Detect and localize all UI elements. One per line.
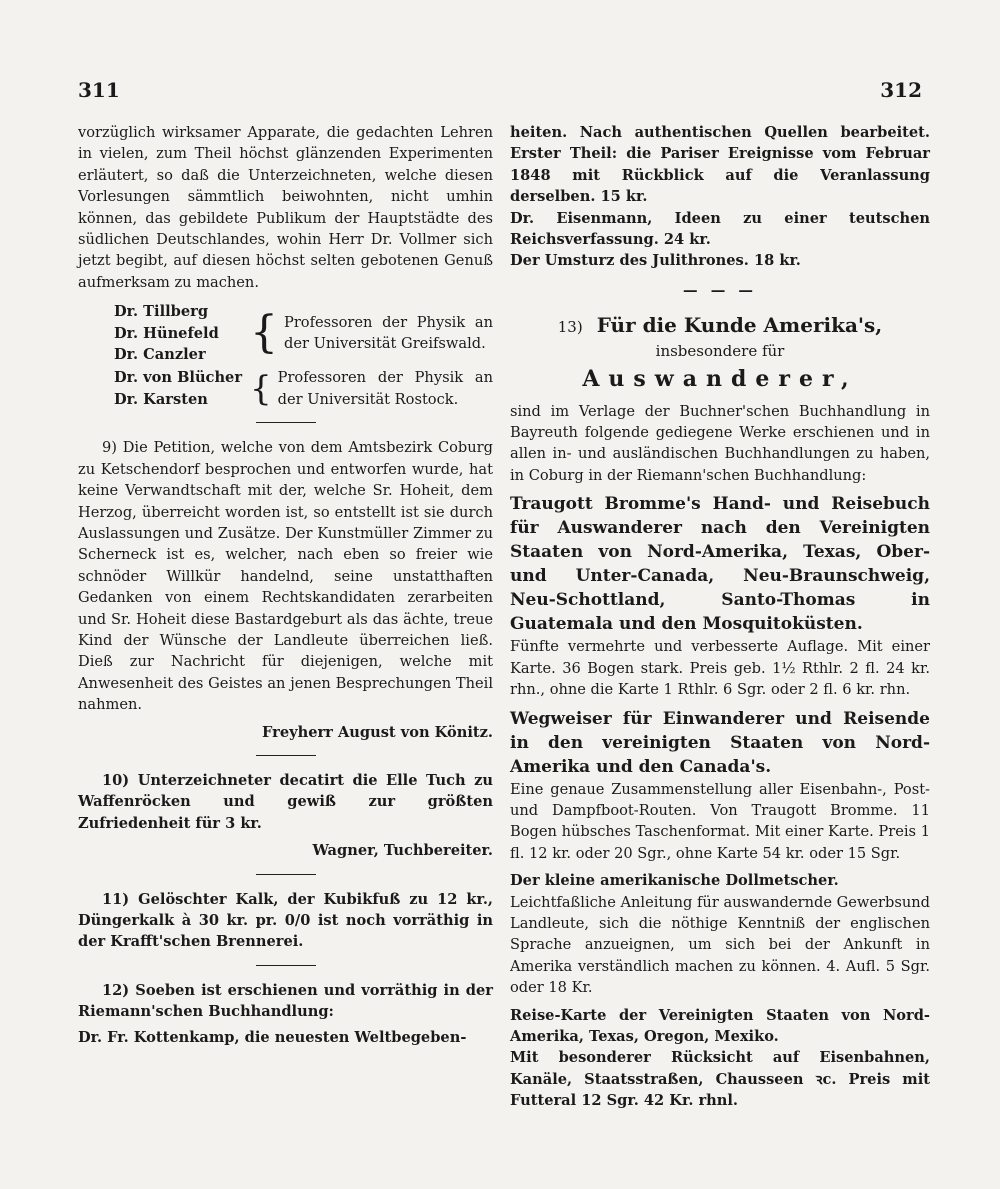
notice-12-book: Dr. Fr. Kottenkamp, die neuesten Weltbegeben- <box>78 1028 467 1046</box>
page-number-right: 312 <box>880 78 922 102</box>
signatory-affiliation: Professoren der Physik an der Universität Greifswald. <box>284 313 493 353</box>
ad-title: Der kleine amerikanische Dollmetscher. <box>510 872 839 890</box>
notice-10-signature: Wagner, Tuchbereiter. <box>312 842 493 860</box>
book-eisenmann: Dr. Eisenmann, Ideen zu einer teutschen Reichsverfassung. 24 kr. <box>510 209 930 249</box>
ad-text: Leichtfaßliche Anleitung für auswandernde Gewerbsund Landleute, sich die nöthige Kenntniß der englischen Sprache anzueignen, um sich bei der Ankunft in Amerika verständlich machen zu können. 4. Aufl. 5 Sgr. oder 18 Kr. <box>510 893 930 997</box>
heading-13-title <box>510 311 930 341</box>
intro-paragraph: vorzüglich wirksamer Apparate, die gedachten Lehren in vielen, zum Theil höchst glänzenden Experimenten erläutert, so daß die Unterzeichneten, welche diesen Vorlesungen sämmtlich beiwohnten, nicht umhin können, das gebildete Publikum der Hauptstädte des südlichen Deutschlandes, wohin Herr Dr. Vollmer sich jetzt begibt, auf diesen höchst selten gebotenen Genuß aufmerksam zu machen. <box>78 124 493 291</box>
ad-text: Mit besonderer Rücksicht auf Eisenbahnen, Kanäle, Staatsstraßen, Chausseen ꝛc. Preis mit Futteral 12 Sgr. 42 Kr. rhnl. <box>510 1049 930 1110</box>
ad-title: Wegweiser für Einwanderer und Reisende in den vereinigten Staaten von Nord-Amerika und den Canada's. <box>510 708 930 777</box>
section-divider: — — — <box>683 281 757 299</box>
page-number-left: 311 <box>78 78 120 102</box>
signatory-name: Dr. Hünefeld <box>114 324 219 342</box>
ad-reisekarte <box>510 1005 930 1112</box>
signatories-rostock <box>78 367 493 410</box>
heading-13-auswanderer: Auswanderer, <box>582 365 858 392</box>
signatory-name: Dr. Canzler <box>114 346 206 364</box>
brace-glyph: { <box>250 307 278 359</box>
signatory-name: Dr. von Blücher <box>114 369 243 387</box>
section-divider <box>256 755 316 756</box>
signatories-greifswald <box>78 301 493 365</box>
left-column <box>78 122 493 1048</box>
section-divider <box>256 422 316 423</box>
notice-9: 9) Die Petition, welche von dem Amtsbezirk Coburg zu Ketschendorf besprochen und entworfen wurde, hat keine Verwandtschaft mit der, welche Sr. Hoheit, dem Herzog, überreicht worden ist, so entstellt ist sie durch Auslassungen und Zusätze. Der Kunstmüller Zimmer zu Scherneck ist es, welcher, nach eben so freier wie schnöder Willkür handelnd, seine unstatthaften Gedanken von einem Rechtskandidaten zerarbeiten und Sr. Hoheit diese Bastardgeburt als das ächte, treue Kind der Wünsche der Landleute überreichen ließ. Dieß zur Nachricht für diejenigen, welche mit Anwesenheit des Geistes an jenen Besprechungen Theil nahmen. <box>78 439 493 714</box>
heading-13-text: Für die Kunde Amerika's, <box>596 313 883 338</box>
ad-wegweiser <box>510 707 930 865</box>
right-column <box>510 122 930 1112</box>
ad-title: Traugott Bromme's Hand- und Reisebuch für Auswanderer nach den Vereinigten Staaten von Nord-Amerika, Texas, Ober- und Unter-Canada, Neu-Braunschweig, Neu-Schottland, Santo-Thomas in Guatemala und den Mosquitoküsten. <box>510 494 930 635</box>
heading-13-subtitle: insbesondere für <box>655 342 785 361</box>
section-divider <box>256 874 316 875</box>
notice-9-signature: Freyherr August von Könitz. <box>262 723 493 741</box>
notice-13-intro: sind im Verlage der Buchner'schen Buchhandlung in Bayreuth folgende gediegene Werke erschienen und in allen in- und ausländischen Buchhandlungen zu haben, in Coburg in der Riemann'schen Buchhandlung: <box>510 402 930 484</box>
notice-10: 10) Unterzeichneter decatirt die Elle Tuch zu Waffenröcken und gewiß zur größten Zufriedenheit für 3 kr. <box>78 771 493 832</box>
ad-bromme-handbook <box>510 492 930 700</box>
ad-title: Reise-Karte der Vereinigten Staaten von Nord-Amerika, Texas, Oregon, Mexiko. <box>510 1006 930 1045</box>
signatory-affiliation: Professoren der Physik an der Universität Rostock. <box>277 369 493 408</box>
heading-13 <box>510 311 930 394</box>
ad-text: Eine genaue Zusammenstellung aller Eisenbahn-, Post- und Dampfboot-Routen. Von Traugott Bromme. 11 Bogen hübsches Taschenformat. Mit einer Karte. Preis 1 fl. 12 kr. oder 20 Sgr., ohne Karte 54 kr. oder 15 Sgr. <box>510 780 930 862</box>
section-divider <box>256 965 316 966</box>
signatory-names <box>78 367 244 410</box>
notice-11: 11) Gelöschter Kalk, der Kubikfuß zu 12 kr., Düngerkalk à 30 kr. pr. 0/0 ist noch vorräthig in der Krafft'schen Brennerei. <box>78 890 493 951</box>
brace-glyph: { <box>250 368 272 409</box>
book-continuation: heiten. Nach authentischen Quellen bearbeitet. Erster Theil: die Pariser Ereignisse vom Februar 1848 mit Rückblick auf die Veranlassung derselben. 15 kr. <box>510 124 930 206</box>
book-umsturz: Der Umsturz des Julithrones. 18 kr. <box>510 252 801 270</box>
signatory-name: Dr. Karsten <box>114 390 208 408</box>
notice-12: 12) Soeben ist erschienen und vorräthig in der Riemann'schen Buchhandlung: <box>78 981 493 1021</box>
ad-dollmetscher <box>510 870 930 998</box>
signatory-names <box>78 301 244 365</box>
signatory-name: Dr. Tillberg <box>114 303 209 321</box>
ad-text: Fünfte vermehrte und verbesserte Auflage. Mit einer Karte. 36 Bogen stark. Preis geb. 1½ Rthlr. 2 fl. 24 kr. rhn., ohne die Karte 1 Rthlr. 6 Sgr. oder 2 fl. 6 kr. rhn. <box>510 638 930 699</box>
heading-13-number: 13) <box>557 318 583 337</box>
